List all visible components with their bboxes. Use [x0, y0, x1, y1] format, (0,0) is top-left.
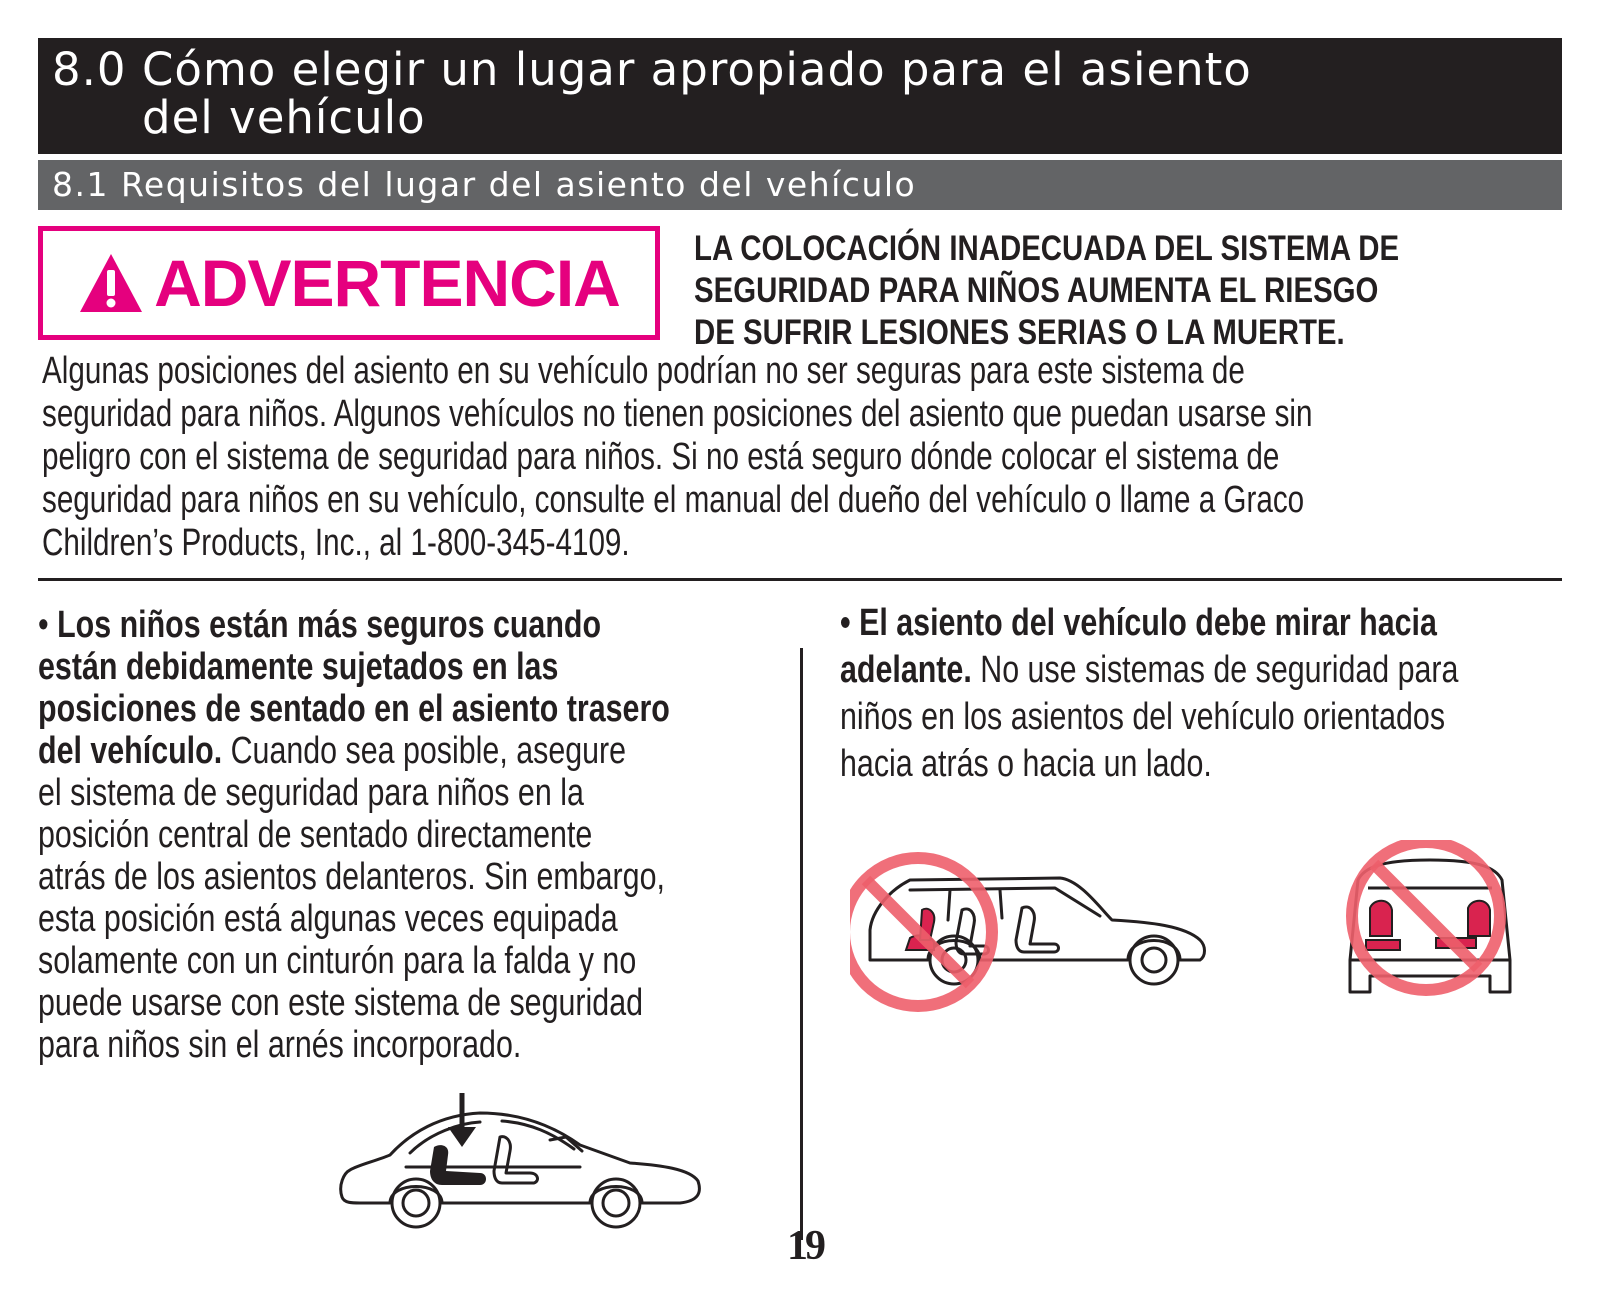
left-line: para niños sin el arnés incorporado.	[38, 1024, 522, 1066]
rear-view-side-facing-prohibited-illustration	[1340, 840, 1520, 1010]
warning-text	[694, 228, 1425, 354]
left-line: solamente con un cinturón para la falda y no	[38, 940, 637, 982]
subsection-header: 8.1 Requisitos del lugar del asiento del vehículo	[38, 160, 1562, 210]
left-bold-line: están debidamente sujetados en las	[38, 646, 559, 688]
right-bold-tail: adelante.	[840, 649, 972, 691]
left-normal-tail: Cuando sea posible, asegure	[222, 730, 627, 772]
warning-triangle-icon	[78, 252, 144, 314]
wagon-rear-facing-prohibited-illustration	[850, 850, 1230, 1020]
left-line: posición central de sentado directamente	[38, 814, 593, 856]
left-bold-line: Los niños están más seguros cuando	[57, 604, 602, 646]
intro-paragraph	[42, 350, 1312, 565]
right-normal-tail: No use sistemas de seguridad para	[971, 649, 1459, 691]
sedan-center-seat-illustration	[330, 1085, 720, 1245]
left-bold-tail: del vehículo.	[38, 730, 223, 772]
left-column-text	[38, 604, 670, 1066]
left-line: esta posición está algunas veces equipada	[38, 898, 618, 940]
warning-box	[38, 226, 660, 340]
right-bold-line: El asiento del vehículo debe mirar hacia	[859, 602, 1437, 644]
horizontal-divider	[38, 578, 1562, 581]
right-column-text	[840, 600, 1458, 788]
right-line: niños en los asientos del vehículo orientados	[840, 696, 1446, 738]
bullet: •	[840, 602, 851, 644]
section-number: 8.0	[52, 43, 127, 96]
bullet: •	[38, 604, 49, 646]
column-divider	[800, 648, 803, 1240]
intro-line: seguridad para niños en su vehículo, consulte el manual del dueño del vehículo o llame a Graco	[42, 479, 1305, 521]
warning-line: LA COLOCACIÓN INADECUADA DEL SISTEMA DE	[694, 229, 1400, 268]
section-header	[38, 38, 1562, 154]
warning-line: DE SUFRIR LESIONES SERIAS O LA MUERTE.	[694, 313, 1345, 352]
section-title-line1: Cómo elegir un lugar apropiado para el asiento	[142, 43, 1252, 96]
page-number: 19	[787, 1223, 823, 1269]
left-bold-line: posiciones de sentado en el asiento trasero	[38, 688, 670, 730]
left-line: el sistema de seguridad para niños en la	[38, 772, 584, 814]
section-title-line2: del vehículo	[142, 91, 426, 144]
intro-line: Algunas posiciones del asiento en su vehículo podrían no ser seguras para este sistema de	[42, 350, 1245, 392]
right-line: hacia atrás o hacia un lado.	[840, 743, 1212, 785]
left-line: puede usarse con este sistema de seguridad	[38, 982, 644, 1024]
intro-line: seguridad para niños. Algunos vehículos no tienen posiciones del asiento que puedan usarse sin	[42, 393, 1313, 435]
left-line: atrás de los asientos delanteros. Sin embargo,	[38, 856, 665, 898]
warning-line: SEGURIDAD PARA NIÑOS AUMENTA EL RIESGO	[694, 271, 1379, 310]
intro-line: Children’s Products, Inc., al 1-800-345-4109.	[42, 522, 630, 564]
intro-line: peligro con el sistema de seguridad para niños. Si no está seguro dónde colocar el sistema de	[42, 436, 1280, 478]
warning-label: ADVERTENCIA	[154, 246, 620, 320]
